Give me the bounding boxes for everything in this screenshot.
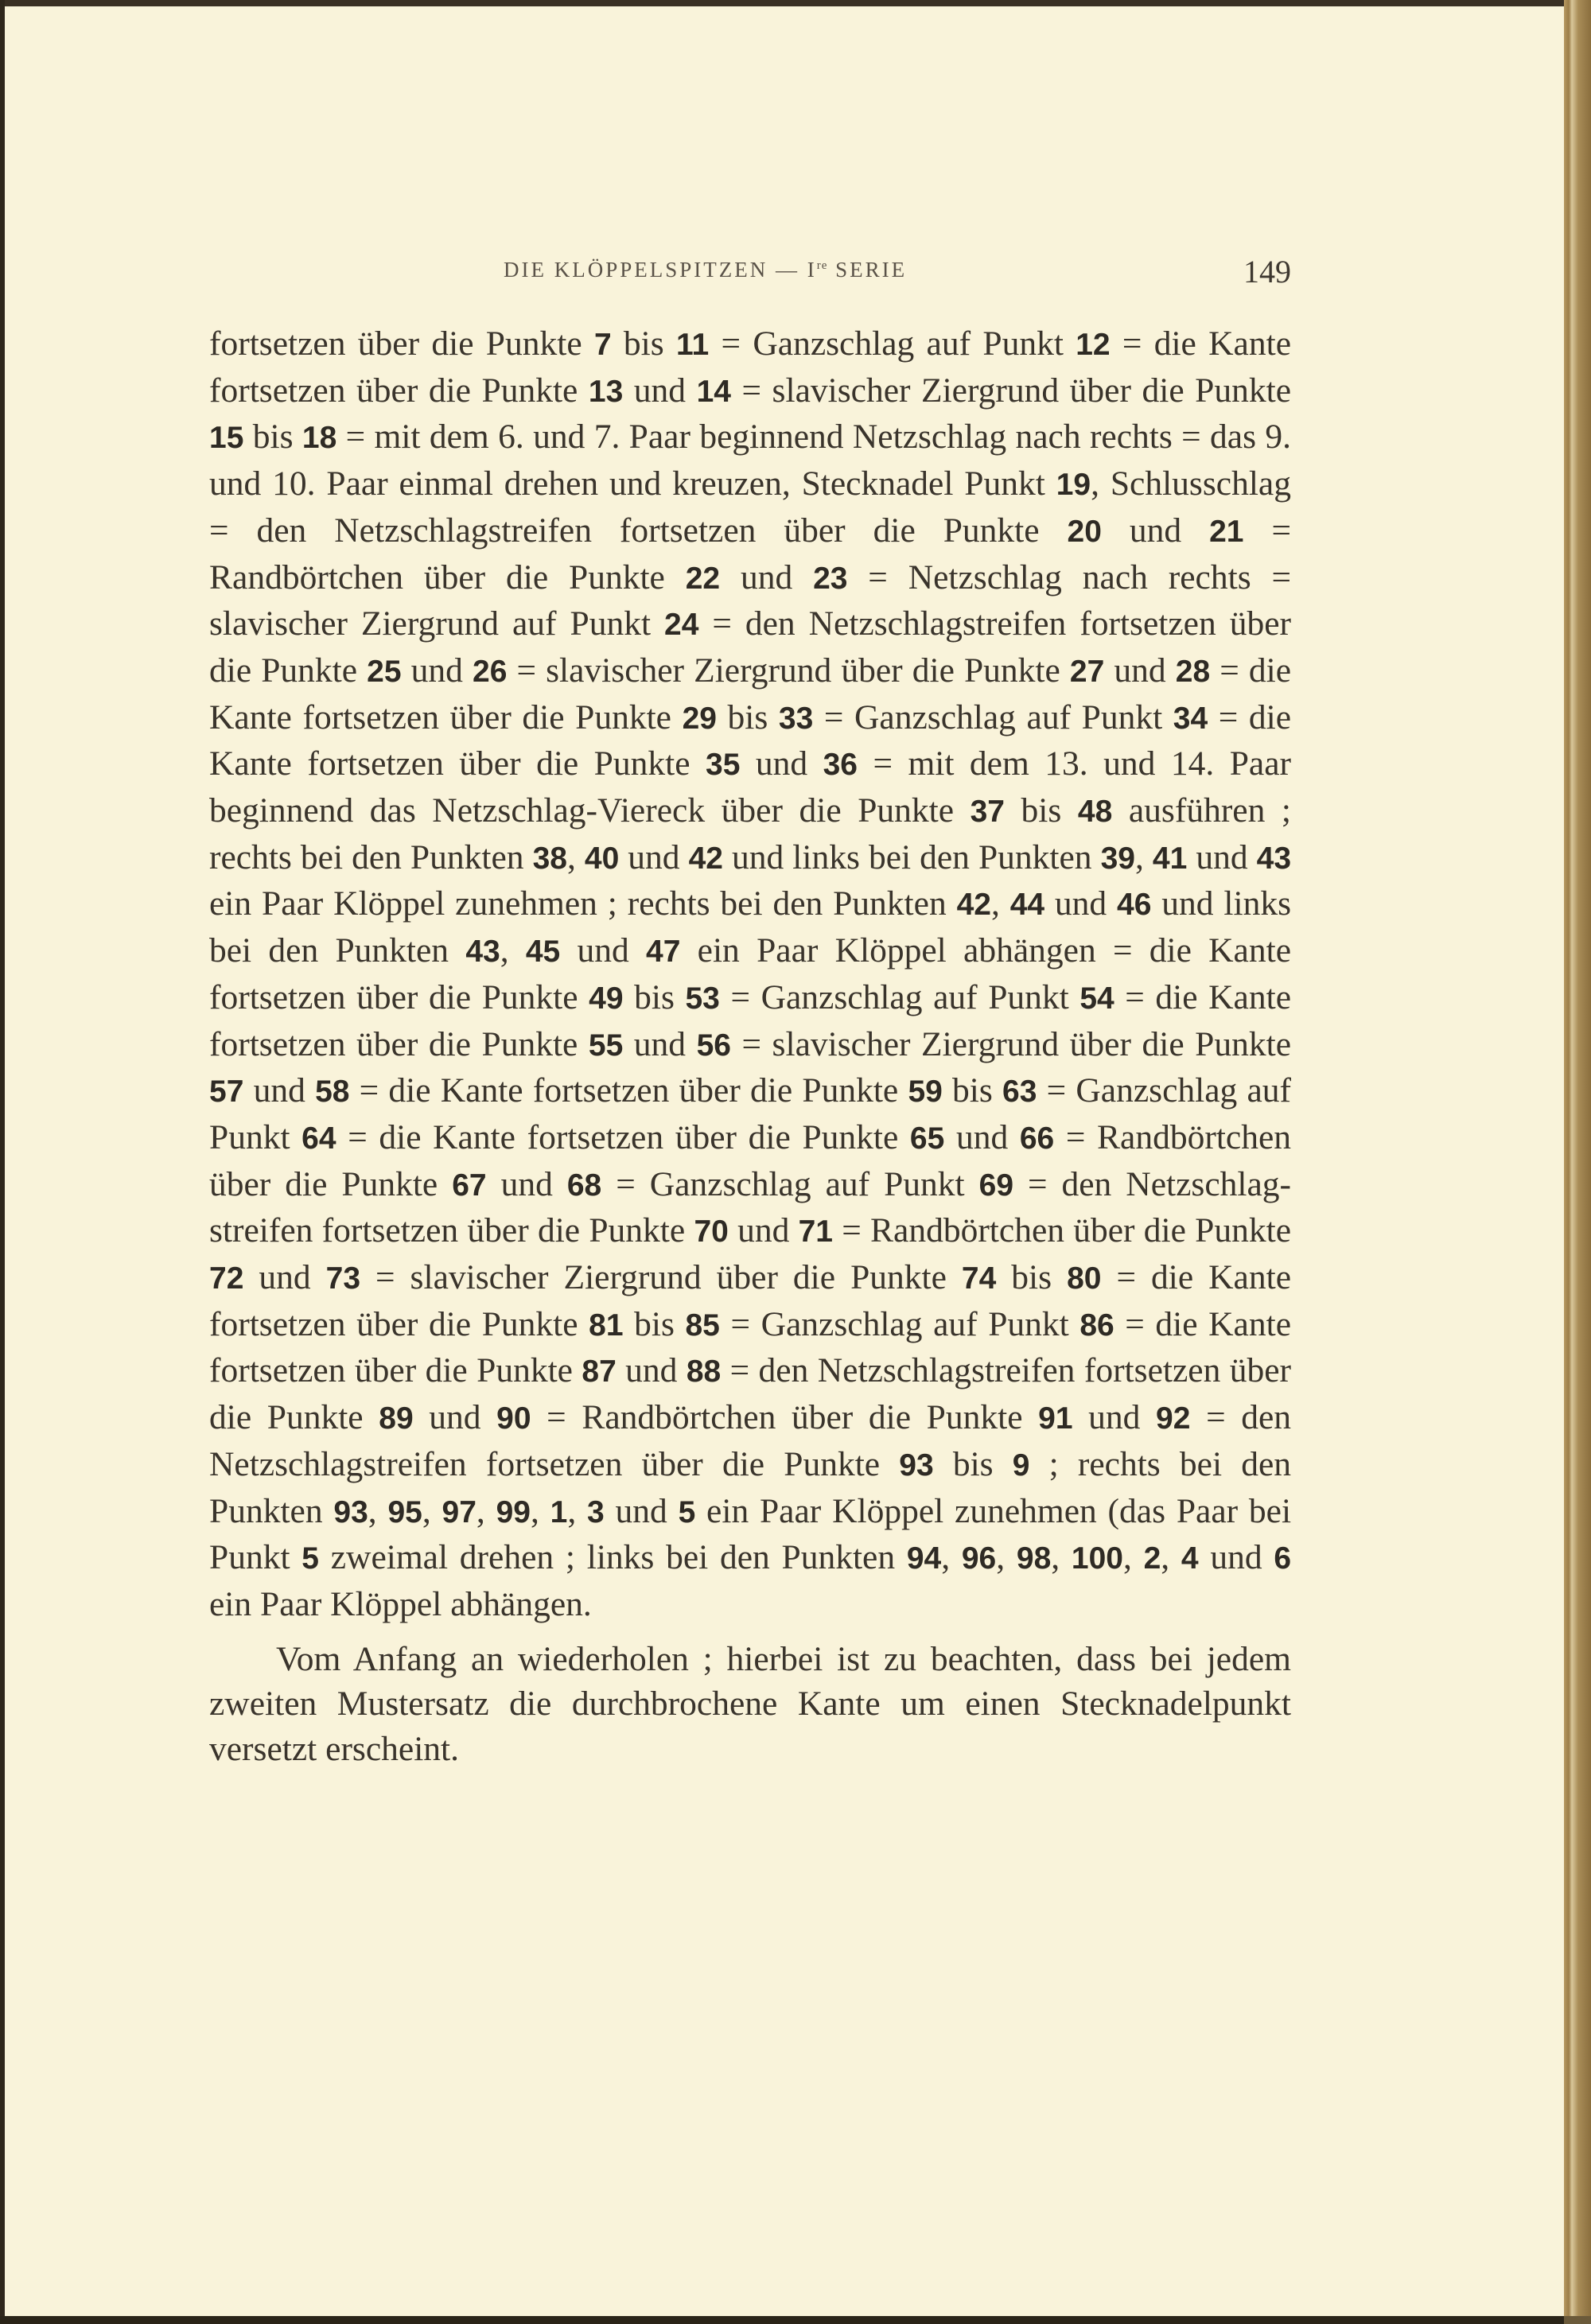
text-run: = Ganzschlag auf Punkt [813, 698, 1173, 736]
text-run: ein Paar Klöppel abhängen. [209, 1584, 592, 1623]
point-number: 7 [593, 328, 612, 362]
text-run: = die Kante fortsetzen über die Punkte [209, 698, 1292, 783]
text-run: , [1161, 1538, 1181, 1577]
page-left-edge [0, 0, 5, 2316]
text-run: = Randbörtchen über die Punkte [209, 511, 1291, 597]
text-run: = den Netzschlagstreifen fortsetzen über die Punkte [209, 1351, 1292, 1437]
text-run: , Schlusschlag = den Netzschlagstreifen fortsetzen über die Punkte [209, 464, 1291, 550]
text-run: bis [933, 1444, 1013, 1483]
text-run: = mit dem 6. und 7. Paar beginnend Netzschlag nach rechts = das 9. und 10. Paar einmal drehen und kreuzen, Stecknadel Punkt [209, 418, 1292, 503]
text-run: = slavischer Ziergrund über die Punkte [507, 651, 1070, 690]
point-number: 19 [1056, 468, 1091, 503]
point-number: 5 [678, 1494, 696, 1529]
text-run: bis [623, 1304, 686, 1343]
point-number: 98 [1016, 1541, 1052, 1576]
page-header [209, 253, 1291, 288]
point-number: 23 [813, 561, 848, 596]
text-run: bis [611, 325, 676, 363]
text-run: und [720, 558, 814, 597]
point-number: 99 [496, 1494, 531, 1529]
text-run: ein Paar Klöppel zunehmen (das Paar bei Punkt [209, 1491, 1292, 1577]
point-number: 29 [682, 701, 717, 736]
point-number: 69 [978, 1168, 1014, 1203]
text-run: und [243, 1071, 316, 1110]
point-number: 93 [333, 1494, 368, 1529]
point-number: 44 [1009, 888, 1045, 923]
point-number: 53 [685, 981, 720, 1016]
text-run: ein Paar Klöppel zunehmen ; rechts bei den Punkten [209, 884, 957, 923]
text-run: = die Kante fortsetzen über die Punkte [209, 651, 1291, 736]
point-number: 95 [387, 1494, 422, 1529]
point-number: 90 [496, 1401, 531, 1436]
text-run: zweimal drehen ; links bei den Punkten [318, 1538, 907, 1577]
text-run: , [422, 1491, 442, 1530]
text-run: = Randbörtchen über die Punkte [209, 1117, 1292, 1203]
text-run: und [243, 1258, 326, 1297]
point-number: 55 [588, 1028, 624, 1063]
text-run: = den Netzschlagstreifen fortsetzen über die Punkte [209, 1398, 1292, 1483]
text-run: und [619, 837, 689, 876]
point-number: 97 [442, 1494, 477, 1529]
point-number: 37 [970, 795, 1005, 830]
text-run: fortsetzen über die Punkte [209, 325, 594, 363]
point-number: 87 [582, 1354, 617, 1389]
point-number: 3 [587, 1494, 605, 1529]
point-number: 67 [452, 1168, 487, 1203]
text-run: und [1198, 1538, 1274, 1577]
text-run: und [1187, 837, 1257, 876]
point-number: 2 [1143, 1541, 1161, 1576]
text-run: = Ganzschlag auf Punkt [601, 1164, 979, 1203]
text-run: und [623, 371, 697, 410]
point-number: 57 [209, 1075, 244, 1110]
text-run: , [368, 1491, 388, 1530]
paragraph [209, 1637, 1291, 1772]
point-number: 35 [706, 748, 741, 783]
text-run: , [941, 1538, 962, 1577]
point-number: 26 [473, 654, 508, 689]
text-run: bis [942, 1071, 1003, 1110]
book-fore-edge [1564, 0, 1591, 2316]
point-number: 64 [301, 1121, 336, 1156]
point-number: 63 [1002, 1075, 1037, 1110]
point-number: 65 [909, 1121, 945, 1156]
text-run: und [1104, 651, 1176, 690]
text-run: und links bei den Punkten [209, 884, 1292, 970]
point-number: 11 [676, 328, 710, 362]
point-number: 91 [1038, 1401, 1073, 1436]
point-number: 86 [1079, 1308, 1114, 1343]
point-number: 4 [1181, 1541, 1199, 1576]
point-number: 43 [465, 935, 500, 970]
point-number: 93 [899, 1448, 934, 1483]
text-run: und [740, 744, 823, 783]
text-run: , [567, 1491, 588, 1530]
point-number: 42 [956, 888, 991, 923]
text-run: = die Kante fortsetzen über die Punkte [209, 1258, 1292, 1343]
point-number: 96 [961, 1541, 997, 1576]
text-run: und [1072, 1398, 1157, 1437]
point-number: 74 [961, 1261, 997, 1296]
text-run: = Randbörtchen über die Punkte [832, 1211, 1292, 1250]
paragraph [209, 321, 1291, 1627]
text-run: und [623, 1024, 697, 1063]
body-text [209, 321, 1291, 1772]
point-number: 46 [1117, 888, 1152, 923]
page-number: 149 [1243, 254, 1291, 290]
text-run: = mit dem 13. und 14. Paar beginnend das Netzschlag-Viereck über die Punkte [209, 744, 1292, 830]
text-run: und links bei den Punkten [722, 837, 1101, 876]
point-number: 1 [550, 1494, 568, 1529]
page-top-edge [0, 0, 1564, 6]
point-number: 38 [532, 841, 567, 876]
point-number: 73 [325, 1261, 361, 1296]
text-run: ; rechts bei den Punkten [209, 1444, 1292, 1530]
point-number: 94 [906, 1541, 942, 1576]
text-run: = die Kante fortsetzen über die Punkte [336, 1117, 910, 1156]
point-number: 49 [589, 981, 624, 1016]
point-number: 81 [589, 1308, 624, 1343]
text-run: bis [716, 698, 779, 736]
point-number: 100 [1071, 1541, 1123, 1576]
text-run: und [1101, 511, 1210, 550]
point-number: 13 [588, 374, 624, 409]
point-number: 9 [1012, 1448, 1030, 1483]
point-number: 70 [694, 1214, 729, 1249]
text-run: = den Netzschlag-streifen fortsetzen über die Punkte [209, 1164, 1292, 1250]
point-number: 42 [688, 841, 723, 876]
text-run: = Netzschlag nach rechts = slavischer Ziergrund auf Punkt [209, 558, 1292, 643]
running-head-superscript: re [816, 259, 828, 272]
text-run: = die Kante fortsetzen über die Punkte [209, 325, 1292, 410]
text-run: ausführen ; rechts bei den Punkten [209, 791, 1292, 876]
text-run: und [616, 1351, 687, 1390]
point-number: 43 [1256, 841, 1292, 876]
text-run: = slavischer Ziergrund über die Punkte [730, 371, 1292, 410]
text-run: , [1051, 1538, 1072, 1577]
point-number: 36 [823, 748, 858, 783]
point-number: 80 [1067, 1261, 1102, 1296]
point-number: 92 [1156, 1401, 1191, 1436]
text-run: und [486, 1164, 567, 1203]
text-run: und [604, 1491, 679, 1530]
text-run: = die Kante fortsetzen über die Punkte [209, 1304, 1292, 1390]
point-number: 33 [778, 701, 814, 736]
text-run: = Randbörtchen über die Punkte [531, 1398, 1039, 1437]
point-number: 68 [566, 1168, 602, 1203]
text-run: ein Paar Klöppel abhängen = die Kante fortsetzen über die Punkte [209, 931, 1292, 1016]
point-number: 66 [1019, 1121, 1055, 1156]
text-run: , [1135, 837, 1153, 876]
text-run: bis [243, 418, 302, 457]
point-number: 40 [584, 841, 620, 876]
text-run: = die Kante fortsetzen über die Punkte [209, 977, 1292, 1063]
point-number: 85 [685, 1308, 720, 1343]
point-number: 27 [1069, 654, 1105, 689]
text-run: bis [1005, 791, 1078, 830]
point-number: 47 [646, 935, 681, 970]
text-run: und [1044, 884, 1118, 923]
point-number: 15 [209, 421, 244, 456]
text-run: und [413, 1398, 497, 1437]
text-run: , [566, 837, 585, 876]
text-run: und [560, 931, 647, 970]
point-number: 71 [798, 1214, 833, 1249]
text-run: = Ganzschlag auf Punkt [209, 1071, 1292, 1156]
text-run: , [530, 1491, 550, 1530]
text-run: bis [996, 1258, 1068, 1297]
point-number: 12 [1076, 328, 1111, 362]
point-number: 20 [1067, 514, 1102, 549]
text-run: , [1122, 1538, 1144, 1577]
point-number: 45 [525, 935, 561, 970]
text-run: , [476, 1491, 496, 1530]
text-run: = die Kante fortsetzen über die Punkte [349, 1071, 908, 1110]
text-run: = slavischer Ziergrund über die Punkte [360, 1258, 962, 1297]
text-run: und [728, 1211, 799, 1250]
point-number: 39 [1100, 841, 1135, 876]
text-run: = Ganzschlag auf Punkt [709, 325, 1076, 363]
point-number: 14 [696, 374, 731, 409]
point-number: 58 [315, 1075, 350, 1110]
point-number: 48 [1077, 795, 1113, 830]
text-run: und [944, 1117, 1020, 1156]
point-number: 34 [1173, 701, 1208, 736]
text-run: , [500, 931, 526, 970]
point-number: 21 [1209, 514, 1244, 549]
point-number: 59 [908, 1075, 943, 1110]
running-head: DIE KLÖPPELSPITZEN — Ire SERIE [504, 258, 908, 282]
point-number: 88 [686, 1354, 722, 1389]
text-run: bis [623, 977, 686, 1016]
text-run: = Ganzschlag auf Punkt [719, 977, 1080, 1016]
text-run: , [996, 1538, 1017, 1577]
point-number: 41 [1152, 841, 1188, 876]
point-number: 24 [664, 608, 699, 643]
text-run: = den Netzschlagstreifen fortsetzen über die Punkte [209, 604, 1291, 690]
text-run: , [990, 884, 1010, 923]
point-number: 22 [685, 561, 721, 596]
point-number: 6 [1274, 1541, 1292, 1576]
point-number: 18 [301, 421, 337, 456]
point-number: 56 [696, 1028, 731, 1063]
point-number: 89 [379, 1401, 414, 1436]
text-run: und [401, 651, 473, 690]
point-number: 25 [367, 654, 402, 689]
point-number: 28 [1175, 654, 1211, 689]
text-run: = Ganzschlag auf Punkt [719, 1304, 1080, 1343]
point-number: 54 [1079, 981, 1114, 1016]
text-run: Vom Anfang an wiederholen ; hierbei ist zu beachten, dass bei jedem zweiten Mustersatz die durchbrochene Kante um einen Stecknadelpunkt versetzt erscheint. [209, 1639, 1291, 1769]
point-number: 5 [301, 1541, 319, 1576]
point-number: 72 [209, 1261, 244, 1296]
text-run: = slavischer Ziergrund über die Punkte [730, 1024, 1292, 1063]
